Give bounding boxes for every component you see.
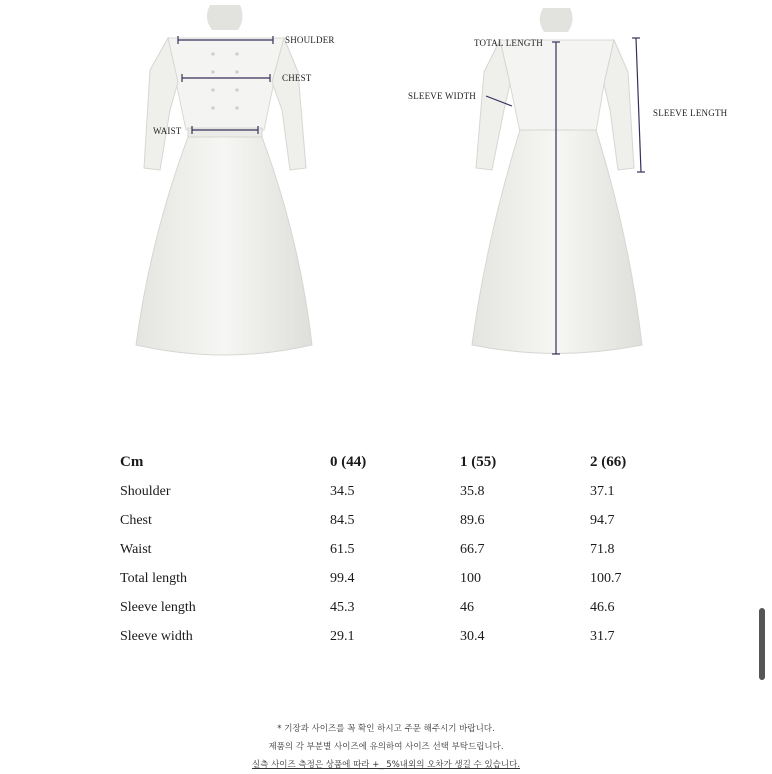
table-header-row <box>112 448 710 477</box>
note-line: 제품의 각 부분별 사이즈에 유의하여 사이즈 선택 부탁드립니다. <box>268 742 504 752</box>
shoulder-label: SHOULDER <box>285 35 335 45</box>
table-cell: 45.3 <box>330 599 355 615</box>
row-label: Total length <box>120 570 188 586</box>
header-cell: 2 (66) <box>590 454 627 470</box>
front-dress-illustration <box>136 5 312 355</box>
table-cell: 94.7 <box>590 512 615 528</box>
table-cell: 35.8 <box>460 483 485 499</box>
table-row <box>112 564 710 593</box>
table-row <box>112 477 710 506</box>
table-cell: 100.7 <box>590 570 622 586</box>
table-row <box>112 535 710 564</box>
size-notes <box>0 720 772 774</box>
note-line: * 기장과 사이즈를 꼭 확인 하시고 주문 해주시기 바랍니다. <box>277 724 495 734</box>
header-cell: 1 (55) <box>460 454 497 470</box>
chest-label: CHEST <box>282 73 312 83</box>
scrollbar-thumb[interactable] <box>759 608 765 680</box>
table-row <box>112 622 710 651</box>
table-cell: 46 <box>460 599 474 615</box>
size-table <box>112 448 710 651</box>
table-cell: 46.6 <box>590 599 615 615</box>
table-cell: 37.1 <box>590 483 615 499</box>
table-cell: 30.4 <box>460 628 485 644</box>
row-label: Sleeve length <box>120 599 196 615</box>
table-row <box>112 593 710 622</box>
table-row <box>112 506 710 535</box>
back-dress-illustration <box>472 8 642 354</box>
table-cell: 31.7 <box>590 628 615 644</box>
table-cell: 71.8 <box>590 541 615 557</box>
note-line: 실측 사이즈 측정은 상품에 따라 +_ 5%내외의 오차가 생길 수 있습니다. <box>251 760 521 770</box>
sleeve-length-label: SLEEVE LENGTH <box>653 108 728 118</box>
table-cell: 34.5 <box>330 483 355 499</box>
row-label: Sleeve width <box>120 628 193 644</box>
table-cell: 89.6 <box>460 512 485 528</box>
row-label: Waist <box>120 541 152 557</box>
row-label: Chest <box>120 512 152 528</box>
table-cell: 61.5 <box>330 541 355 557</box>
header-cell: 0 (44) <box>330 454 367 470</box>
table-cell: 100 <box>460 570 481 586</box>
table-cell: 99.4 <box>330 570 355 586</box>
table-cell: 66.7 <box>460 541 485 557</box>
waist-label: WAIST <box>153 126 182 136</box>
table-cell: 84.5 <box>330 512 355 528</box>
row-label: Shoulder <box>120 483 171 499</box>
total-length-label: TOTAL LENGTH <box>474 38 543 48</box>
header-cell: Cm <box>120 454 144 470</box>
table-cell: 29.1 <box>330 628 355 644</box>
sleeve-width-label: SLEEVE WIDTH <box>408 91 476 101</box>
